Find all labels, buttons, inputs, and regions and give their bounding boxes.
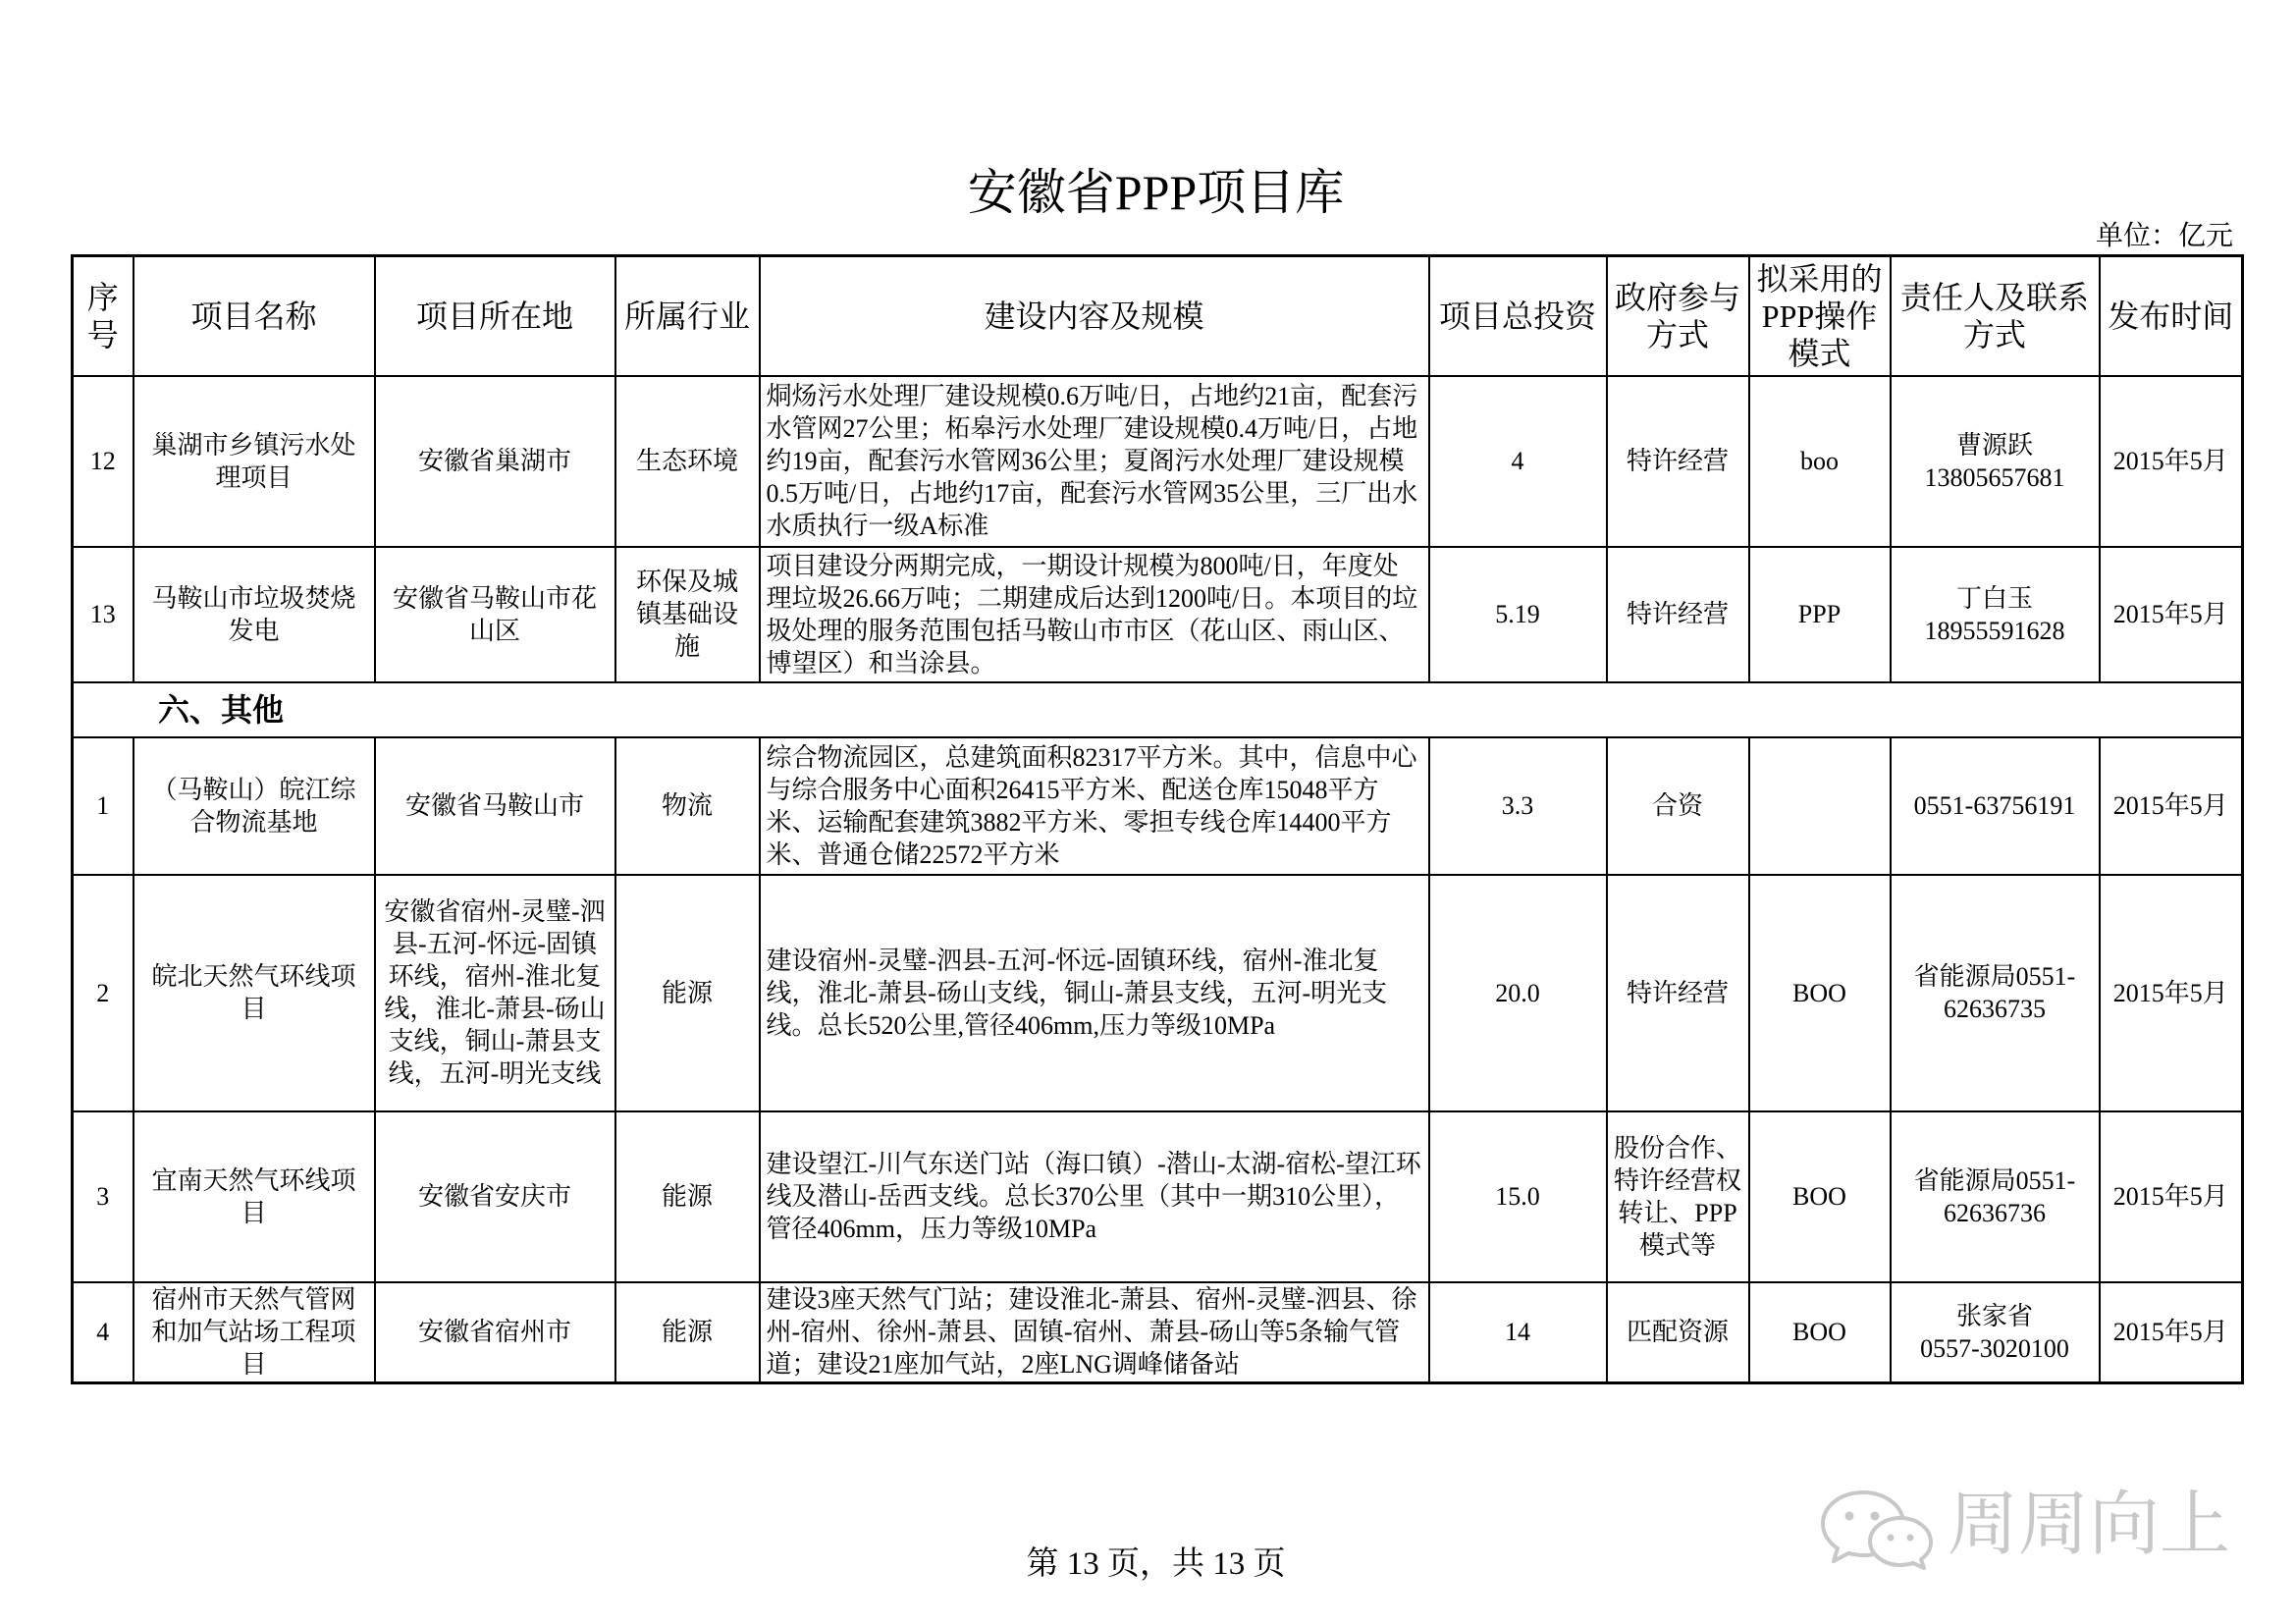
header-investment: 项目总投资 (1429, 256, 1607, 376)
cell-content: 综合物流园区，总建筑面积82317平方米。其中，信息中心与综合服务中心面积26415平方米、配送仓库15048平方米、运输配套建筑3882平方米、零担专线仓库14400平方米、普通仓储22572平方米 (760, 737, 1429, 875)
contact-line: 0551-63756191 (1913, 791, 2076, 820)
cell-no: 12 (73, 376, 133, 547)
header-gov-mode: 政府参与方式 (1607, 256, 1749, 376)
cell-content: 建设3座天然气门站；建设淮北-萧县、宿州-灵璧-泗县、徐州-宿州、徐州-萧县、固镇-宿州、萧县-砀山等5条输气管道；建设21座加气站，2座LNG调峰储备站 (760, 1282, 1429, 1383)
cell-gov-mode: 特许经营 (1607, 875, 1749, 1111)
cell-name: 皖北天然气环线项目 (133, 875, 375, 1111)
cell-industry: 能源 (615, 1111, 760, 1282)
cell-contact (1891, 1282, 2100, 1383)
cell-ppp-mode: BOO (1749, 1111, 1891, 1282)
cell-investment: 4 (1429, 376, 1607, 547)
cell-contact (1891, 875, 2100, 1111)
wechat-logo-icon (1818, 1487, 1936, 1571)
cell-no: 3 (73, 1111, 133, 1282)
header-name: 项目名称 (133, 256, 375, 376)
header-content: 建设内容及规模 (760, 256, 1429, 376)
header-date: 发布时间 (2100, 256, 2243, 376)
cell-investment: 3.3 (1429, 737, 1607, 875)
contact-line: 曹源跃 (1955, 430, 2033, 460)
cell-gov-mode: 匹配资源 (1607, 1282, 1749, 1383)
cell-ppp-mode: BOO (1749, 1282, 1891, 1383)
cell-industry: 能源 (615, 875, 760, 1111)
cell-date: 2015年5月 (2100, 547, 2243, 682)
contact-line: 省能源局0551-62636735 (1913, 962, 2076, 1023)
cell-location: 安徽省马鞍山市花山区 (375, 547, 615, 682)
table-row (73, 737, 2243, 875)
cell-gov-mode: 合资 (1607, 737, 1749, 875)
cell-ppp-mode (1749, 737, 1891, 875)
cell-investment: 14 (1429, 1282, 1607, 1383)
header-industry: 所属行业 (615, 256, 760, 376)
unit-label: 单位：亿元 (2095, 221, 2233, 251)
watermark-text: 周周向上 (1948, 1483, 2231, 1565)
cell-name: 宜南天然气环线项目 (133, 1111, 375, 1282)
header-ppp-mode: 拟采用的PPP操作模式 (1749, 256, 1891, 376)
cell-location: 安徽省宿州-灵璧-泗县-五河-怀远-固镇环线，宿州-淮北复线，淮北-萧县-砀山支线，铜山-萧县支线，五河-明光支线 (375, 875, 615, 1111)
table-row (73, 1111, 2243, 1282)
cell-investment: 15.0 (1429, 1111, 1607, 1282)
cell-date: 2015年5月 (2100, 875, 2243, 1111)
header-no: 序号 (73, 256, 133, 376)
page-title: 安徽省PPP项目库 (967, 165, 1345, 220)
cell-industry: 能源 (615, 1282, 760, 1383)
cell-gov-mode: 特许经营 (1607, 547, 1749, 682)
cell-ppp-mode: PPP (1749, 547, 1891, 682)
contact-line: 18955591628 (1924, 616, 2065, 645)
cell-ppp-mode: BOO (1749, 875, 1891, 1111)
cell-contact (1891, 1111, 2100, 1282)
cell-date: 2015年5月 (2100, 1111, 2243, 1282)
contact-line: 丁白玉 (1955, 583, 2033, 613)
cell-industry: 物流 (615, 737, 760, 875)
contact-line: 13805657681 (1924, 462, 2065, 492)
cell-ppp-mode: boo (1749, 376, 1891, 547)
cell-no: 1 (73, 737, 133, 875)
cell-industry: 生态环境 (615, 376, 760, 547)
cell-industry: 环保及城镇基础设施 (615, 547, 760, 682)
cell-location: 安徽省马鞍山市 (375, 737, 615, 875)
cell-content: 建设望江-川气东送门站（海口镇）-潜山-太湖-宿松-望江环线及潜山-岳西支线。总长370公里（其中一期310公里），管径406mm，压力等级10MPa (760, 1111, 1429, 1282)
cell-date: 2015年5月 (2100, 737, 2243, 875)
cell-name: 马鞍山市垃圾焚烧发电 (133, 547, 375, 682)
header-location: 项目所在地 (375, 256, 615, 376)
cell-name: 巢湖市乡镇污水处理项目 (133, 376, 375, 547)
project-table (71, 254, 2244, 1384)
cell-date: 2015年5月 (2100, 1282, 2243, 1383)
cell-name: （马鞍山）皖江综合物流基地 (133, 737, 375, 875)
cell-content: 项目建设分两期完成，一期设计规模为800吨/日，年度处理垃圾26.66万吨；二期建成后达到1200吨/日。本项目的垃圾处理的服务范围包括马鞍山市市区（花山区、雨山区、博望区）和当涂县。 (760, 547, 1429, 682)
cell-date: 2015年5月 (2100, 376, 2243, 547)
cell-investment: 5.19 (1429, 547, 1607, 682)
contact-line: 0557-3020100 (1920, 1333, 2069, 1363)
cell-location: 安徽省宿州市 (375, 1282, 615, 1383)
table-row (73, 875, 2243, 1111)
cell-gov-mode: 特许经营 (1607, 376, 1749, 547)
cell-name: 宿州市天然气管网和加气站场工程项目 (133, 1282, 375, 1383)
cell-no: 13 (73, 547, 133, 682)
cell-contact (1891, 547, 2100, 682)
cell-investment: 20.0 (1429, 875, 1607, 1111)
contact-line: 省能源局0551-62636736 (1913, 1165, 2076, 1227)
cell-no: 4 (73, 1282, 133, 1383)
section-row (73, 682, 2243, 737)
cell-contact (1891, 376, 2100, 547)
table-row (73, 547, 2243, 682)
page-number-footer: 第 13 页，共 13 页 (1026, 1546, 1286, 1582)
cell-content: 建设宿州-灵璧-泗县-五河-怀远-固镇环线，宿州-淮北复线，淮北-萧县-砀山支线，铜山-萧县支线，五河-明光支线。总长520公里,管径406mm,压力等级10MPa (760, 875, 1429, 1111)
contact-line: 张家省 (1955, 1301, 2033, 1330)
header-contact: 责任人及联系方式 (1891, 256, 2100, 376)
cell-gov-mode: 股份合作、特许经营权转让、PPP模式等 (1607, 1111, 1749, 1282)
cell-contact (1891, 737, 2100, 875)
table-header-row (73, 256, 2243, 376)
section-title: 六、其他 (73, 682, 2243, 737)
table-row (73, 1282, 2243, 1383)
cell-location: 安徽省安庆市 (375, 1111, 615, 1282)
table-row (73, 376, 2243, 547)
cell-location: 安徽省巢湖市 (375, 376, 615, 547)
cell-content: 烔炀污水处理厂建设规模0.6万吨/日，占地约21亩，配套污水管网27公里；柘皋污水处理厂建设规模0.4万吨/日，占地约19亩，配套污水管网36公里；夏阁污水处理厂建设规模0.5万吨/日，占地约17亩，配套污水管网35公里，三厂出水水质执行一级A标准 (760, 376, 1429, 547)
cell-no: 2 (73, 875, 133, 1111)
